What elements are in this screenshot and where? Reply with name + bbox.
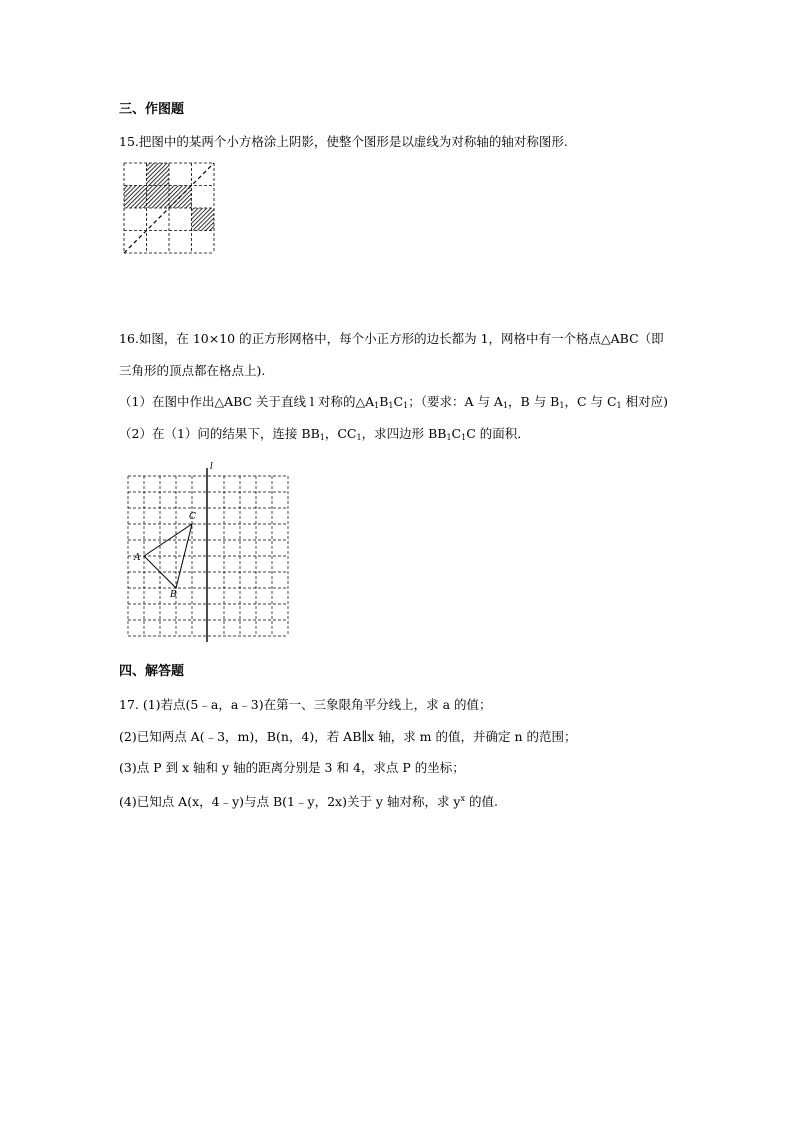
question-17-part3: (3)点 P 到 x 轴和 y 轴的距离分别是 3 和 4，求点 P 的坐标； [119, 760, 465, 775]
section-heading-drawing: 三、作图题 [119, 102, 185, 117]
vertex-b-label: B [170, 590, 177, 600]
vertex-a-label: A [134, 553, 141, 563]
question-16-part1: （1）在图中作出△ABC 关于直线 l 对称的$\triangle A_1B_1C_1$；（要求：A 与 $A_1$，B 与 $B_1$，C 与 $C_1$ 相对应) [119, 394, 668, 410]
question-16-part2: （2）在（1）问的结果下，连接 $BB_1$，$CC_1$，求四边形 $BB_1C_1C$ 的面积． [119, 426, 530, 442]
question-17-part1: 17. (1)若点(5﹣a，a﹣3)在第一、三象限角平分线上，求 a 的值； [119, 697, 492, 712]
grid-lines [128, 476, 288, 636]
vertex-c-label: C [189, 512, 196, 522]
question-16-intro-line1: 16.如图，在 10×10 的正方形网格中，每个小正方形的边长都为 1，网格中有一个格点△ABC（即 [119, 331, 664, 346]
line-l-label: l [210, 462, 213, 472]
question-15-text: 15.把图中的某两个小方格涂上阴影，使整个图形是以虚线为对称轴的轴对称图形. [119, 134, 568, 149]
question-16-intro-line2: 三角形的顶点都在格点上). [119, 363, 266, 378]
question-17-part2: (2)已知两点 A(﹣3，m)，B(n，4)，若 AB∥x 轴，求 m 的值，并确定 n 的范围； [119, 729, 577, 744]
section-heading-solutions: 四、解答题 [119, 664, 185, 679]
question-16-grid-figure [125, 460, 295, 645]
question-17-part4: (4)已知点 A(x，4﹣y)与点 B(1﹣y，2x)关于 y 轴对称，求 $y^x$ 的值. [119, 794, 498, 809]
question-15-grid-figure [124, 163, 216, 255]
